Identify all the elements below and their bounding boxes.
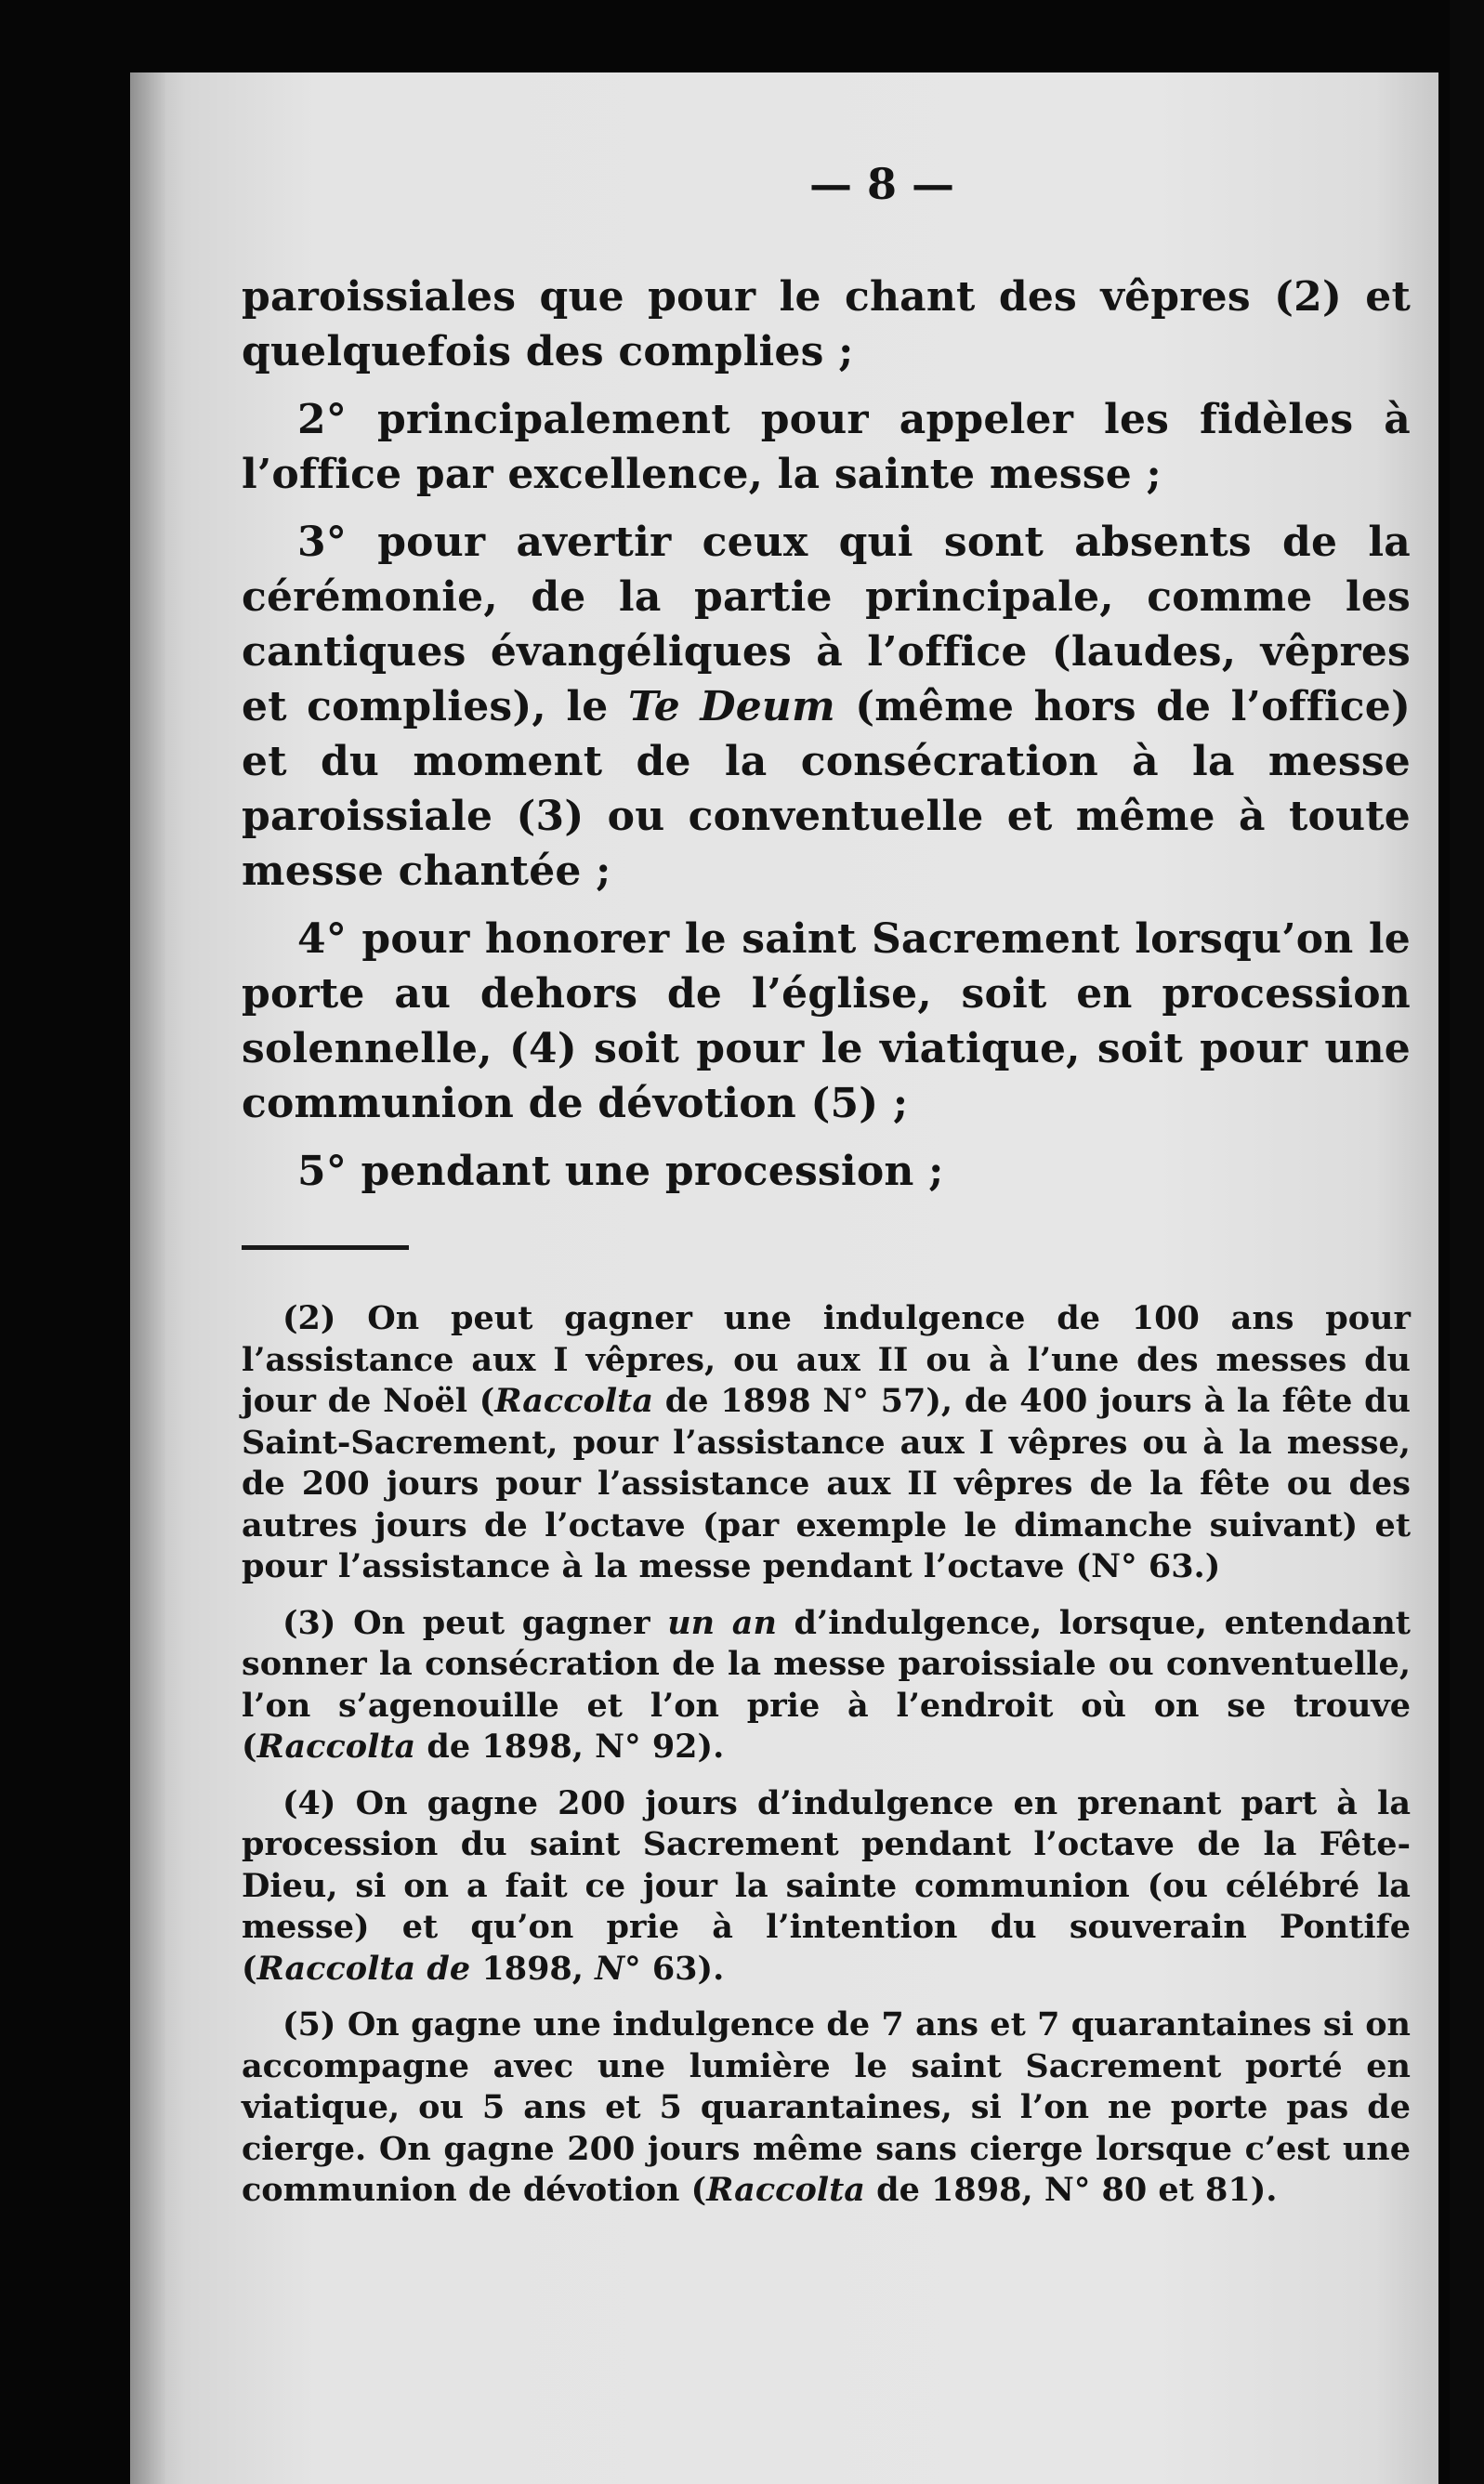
italic-text-run: un an	[667, 1603, 777, 1642]
paragraph-item-3	[242, 515, 1411, 899]
page-text-block	[242, 158, 1411, 2227]
text-run: 1898,	[470, 1949, 596, 1988]
text-run: de 1898 N° 57), de 400 jours à la fête du Saint-Sacrement, pour l’assistance aux I vêpres ou à la messe, de 200 jours pour l’assistance aux II vêpres de la fête ou des autres jours de l’octave (par exemple le dimanche suivant) et pour l’assistance à la messe pendant l’octave (N° 63.)	[242, 1382, 1411, 1585]
text-run: de 1898, N° 92).	[415, 1728, 725, 1766]
italic-text-run: Raccolta	[256, 1728, 416, 1766]
paragraph-item-5	[242, 1144, 1411, 1199]
italic-text-run: Raccolta de	[256, 1949, 471, 1988]
footnotes	[242, 1298, 1411, 2212]
text-run: (même hors de l’office) et du moment de la consécration à la messe paroissiale (3) ou conventuelle et même à toute messe chantée ;	[242, 683, 1411, 895]
footnote-5	[242, 2004, 1411, 2212]
text-run: 3° pour avertir ceux qui sont absents de la cérémonie, de la partie principale, comme les cantiques évangéliques à l’office (laudes, vêpres et complies), le	[242, 519, 1411, 730]
adjacent-page-edge	[1450, 0, 1484, 2484]
text-run: (4) On gagne 200 jours d’indulgence en prenant part à la procession du saint Sacrement pendant l’octave de la Fête-Dieu, si on a fait ce jour la sainte communion (ou célébré la messe) et qu’on prie à l’intention du souverain Pontife (	[242, 1783, 1411, 1988]
text-run: (2) On peut gagner une indulgence de 100 ans pour l’assistance aux I vêpres, ou aux II ou à l’une des messes du jour de Noël (	[242, 1299, 1411, 1420]
page-number: — 8 —	[808, 159, 955, 209]
paragraph-item-2	[242, 392, 1411, 502]
text-run: paroissiales que pour le chant des vêpres (2) et quelquefois des complies ;	[242, 273, 1411, 375]
text-run: de 1898, N° 80 et 81).	[864, 2171, 1278, 2209]
italic-text-run: Raccolta	[706, 2171, 865, 2209]
text-run: d’indulgence, lorsque, entendant sonner la consécration de la messe paroissiale ou conventuelle, l’on s’agenouille et l’on prie à l’endroit où on se trouve (	[242, 1603, 1411, 1766]
italic-text-run: N°	[595, 1949, 641, 1988]
footnote-separator-rule	[242, 1245, 409, 1250]
page-binding-edge	[130, 72, 165, 2484]
footnote-3	[242, 1603, 1411, 1768]
text-run: 2° principalement pour appeler les fidèles à l’office par excellence, la sainte messe ;	[242, 396, 1411, 498]
italic-text-run: Te Deum	[627, 683, 835, 730]
text-run: (3) On peut gagner	[282, 1603, 668, 1642]
paragraph-item-4	[242, 912, 1411, 1131]
text-run: 5° pendant une procession ;	[297, 1148, 944, 1195]
footnote-4	[242, 1783, 1411, 1991]
footnote-2	[242, 1298, 1411, 1588]
text-run: 4° pour honorer le saint Sacrement lorsqu’on le porte au dehors de l’église, soit en procession solennelle, (4) soit pour le viatique, soit pour une communion de dévotion (5) ;	[242, 915, 1411, 1127]
italic-text-run: Raccolta	[494, 1382, 654, 1420]
text-run: (5) On gagne une indulgence de 7 ans et 7 quarantaines si on accompagne avec une lumière le saint Sacrement porté en viatique, ou 5 ans et 5 quarantaines, si l’on ne porte pas de cierge. On gagne 200 jours même sans cierge lorsque c’est une communion de dévotion (	[242, 2005, 1411, 2209]
paragraph-continuation	[242, 269, 1411, 379]
text-run: 63).	[640, 1949, 725, 1988]
body-text	[242, 269, 1411, 1199]
